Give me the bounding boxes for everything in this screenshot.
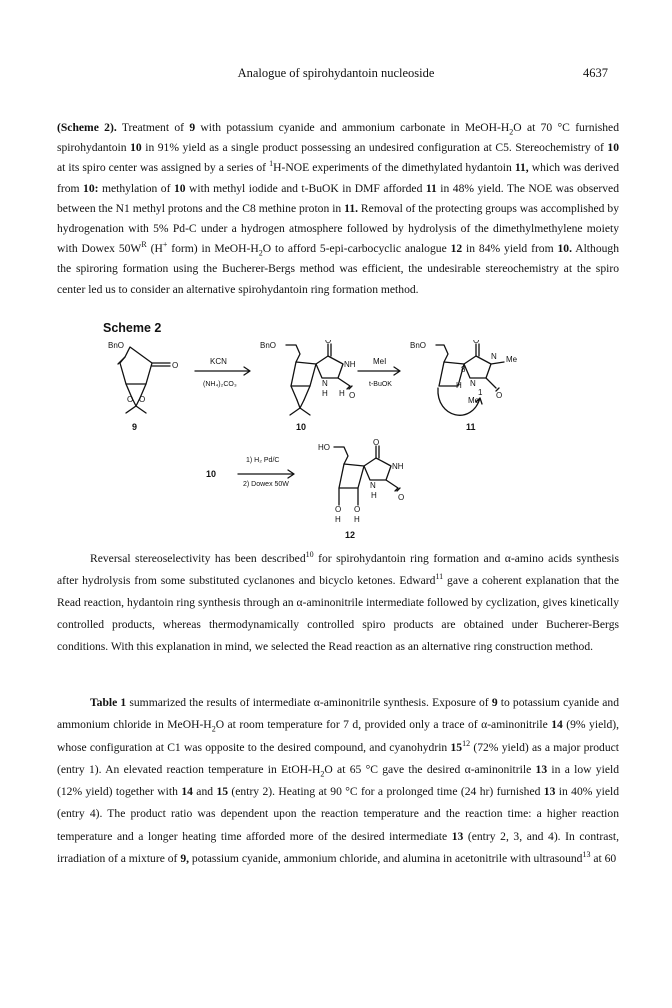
- o-label-10-urea: O: [349, 391, 356, 400]
- n1-label-11: N: [470, 379, 476, 388]
- h-label-12: H: [371, 491, 377, 500]
- compound-12-structure: [334, 446, 400, 505]
- bno-label-10: BnO: [260, 341, 277, 350]
- compound-11-label: 11: [466, 422, 476, 432]
- n-label-11: N: [491, 352, 497, 361]
- reagent-nh4co3: (NH₄)₂CO₃: [203, 381, 237, 388]
- h-label-10b: H: [339, 389, 345, 398]
- paragraph-3: Table 1 summarized the results of intermediate α-aminonitrile synthesis. Exposure of 9 to potassium cyanide and ammonium chloride in MeOH-$H_2O$ at room temperature for 7 d, provided only a trace of α-aminonitrile 14 (9% yield), whose configuration at C1 was opposite to the desired compound, and cyanohydrin $15^{12}$ (72% yield) as a major product (entry 1). An elevated reaction temperature in EtOH-$H_2O$ at 65 °C gave the desired α-aminonitrile 13 in a low yield (12% yield) together with 14 and 15 (entry 2). Heating at 90 °C for a prolonged time (24 hr) furnished 13 in 40% yield (entry 4). The product ratio was dependent upon the reaction temperature and the reaction time: a higher reaction temperature and a longer heating time afforded more of the desired intermediate 13 (entry 2, 3, and 4). In contrast, irradiation of a mixture of 9, potassium cyanide, ammonium chloride, and alumina in acetonitrile with ultrasound$^{13}$ at 60: [57, 696, 620, 866]
- n-label-12: N: [370, 481, 376, 490]
- o-label-9: O: [172, 361, 179, 370]
- o-label-12b: O: [354, 505, 361, 514]
- me-label-11b: Me: [468, 396, 480, 405]
- nh-label-12: NH: [392, 462, 404, 471]
- ho-label-12: HO: [318, 443, 330, 452]
- compound-10-structure: [286, 344, 352, 415]
- h-label-11: H: [456, 381, 462, 390]
- compound-9-label: 9: [132, 422, 138, 432]
- h-label-10: H: [322, 389, 328, 398]
- nh-label-10: NH: [344, 360, 356, 369]
- o-label-12-urea: O: [398, 493, 405, 502]
- scheme-label: Scheme 2: [103, 321, 162, 335]
- page-number: 4637: [583, 66, 608, 80]
- h-label-12a: H: [335, 515, 341, 524]
- o-label-11-urea: O: [496, 391, 503, 400]
- running-header-title: Analogue of spirohydantoin nucleoside: [237, 66, 435, 80]
- one-label-11: 1: [478, 388, 483, 397]
- reagent-h2-pdc: 1) H₂ Pd/C: [246, 457, 280, 464]
- scheme-2-diagram: [60, 340, 620, 550]
- o-label-10-carbonyl: O: [325, 340, 332, 345]
- eight-label-11: 8: [461, 365, 466, 374]
- paragraph-2: Reversal stereoselectivity has been described$^{10}$ for spirohydantoin ring formation and α-amino acids synthesis after hydrolysis from some substituted cyclanones and bicyclo ketones. Edward$^{11}$ gave a coherent explanation that the Read reaction, hydantoin ring synthesis through an α-aminonitrile intermediate followed by cyclization, gives kinetically controlled products, whereas thermodynamically controlled spiro products are obtained under Bucherer-Bergs conditions. With this explanation in mind, we selected the Read reaction as an alternative ring construction method.: [57, 550, 620, 653]
- compound-10-label: 10: [296, 422, 307, 432]
- n-label-10: N: [322, 379, 328, 388]
- reaction-arrow-3: [238, 470, 294, 478]
- reagent-tbuok: t-BuOK: [369, 381, 392, 388]
- reagent-kcn: KCN: [210, 357, 227, 366]
- bno-label-11: BnO: [410, 341, 427, 350]
- reagent-dowex: 2) Dowex 50W: [243, 481, 289, 488]
- reagent-mei: MeI: [373, 357, 387, 366]
- compound-12-label: 12: [345, 530, 356, 540]
- o-label-12a: O: [335, 505, 342, 514]
- me-label-11a: Me: [506, 355, 518, 364]
- h-label-12b: H: [354, 515, 360, 524]
- o-label-9a: O: [127, 395, 134, 404]
- reaction-arrow-2: [358, 367, 400, 375]
- o-label-12: O: [373, 438, 380, 447]
- reaction-arrow-1: [195, 367, 250, 375]
- o-label-11: O: [473, 340, 480, 345]
- o-label-9b: O: [139, 395, 146, 404]
- compound-10-start-label: 10: [206, 469, 217, 479]
- bno-label-9: BnO: [108, 341, 125, 350]
- paragraph-1: (Scheme 2). Treatment of 9 with potassium cyanide and ammonium carbonate in MeOH-$H_2O$ at 70 °C furnished spirohydantoin 10 in 91% yield as a single product possessing an undesired configuration at C5. Stereochemistry of 10 at its spiro center was assigned by a series of $^1$H-NOE experiments of the dimethylated hydantoin 11, which was derived from 10: methylation of 10 with methyl iodide and t-BuOK in DMF afforded 11 in 48% yield. The NOE was observed between the N1 methyl protons and the C8 methine proton in 11. Removal of the protecting groups was accomplished by hydrogenation with 5% Pd-C under a hydrogen atmosphere followed by hydrolysis of the dimethylmethylene moiety with Dowex $50W^R$ (H+ form) in MeOH-$H_2O$ to afford 5-epi-carbocyclic analogue 12 in 84% yield from 10. Although the spiroring formation using the Bucherer-Bergs method was efficient, the undesirable stereochemistry at the spiro center led us to consider an alternative spirohydantoin ring formation method.: [57, 121, 620, 296]
